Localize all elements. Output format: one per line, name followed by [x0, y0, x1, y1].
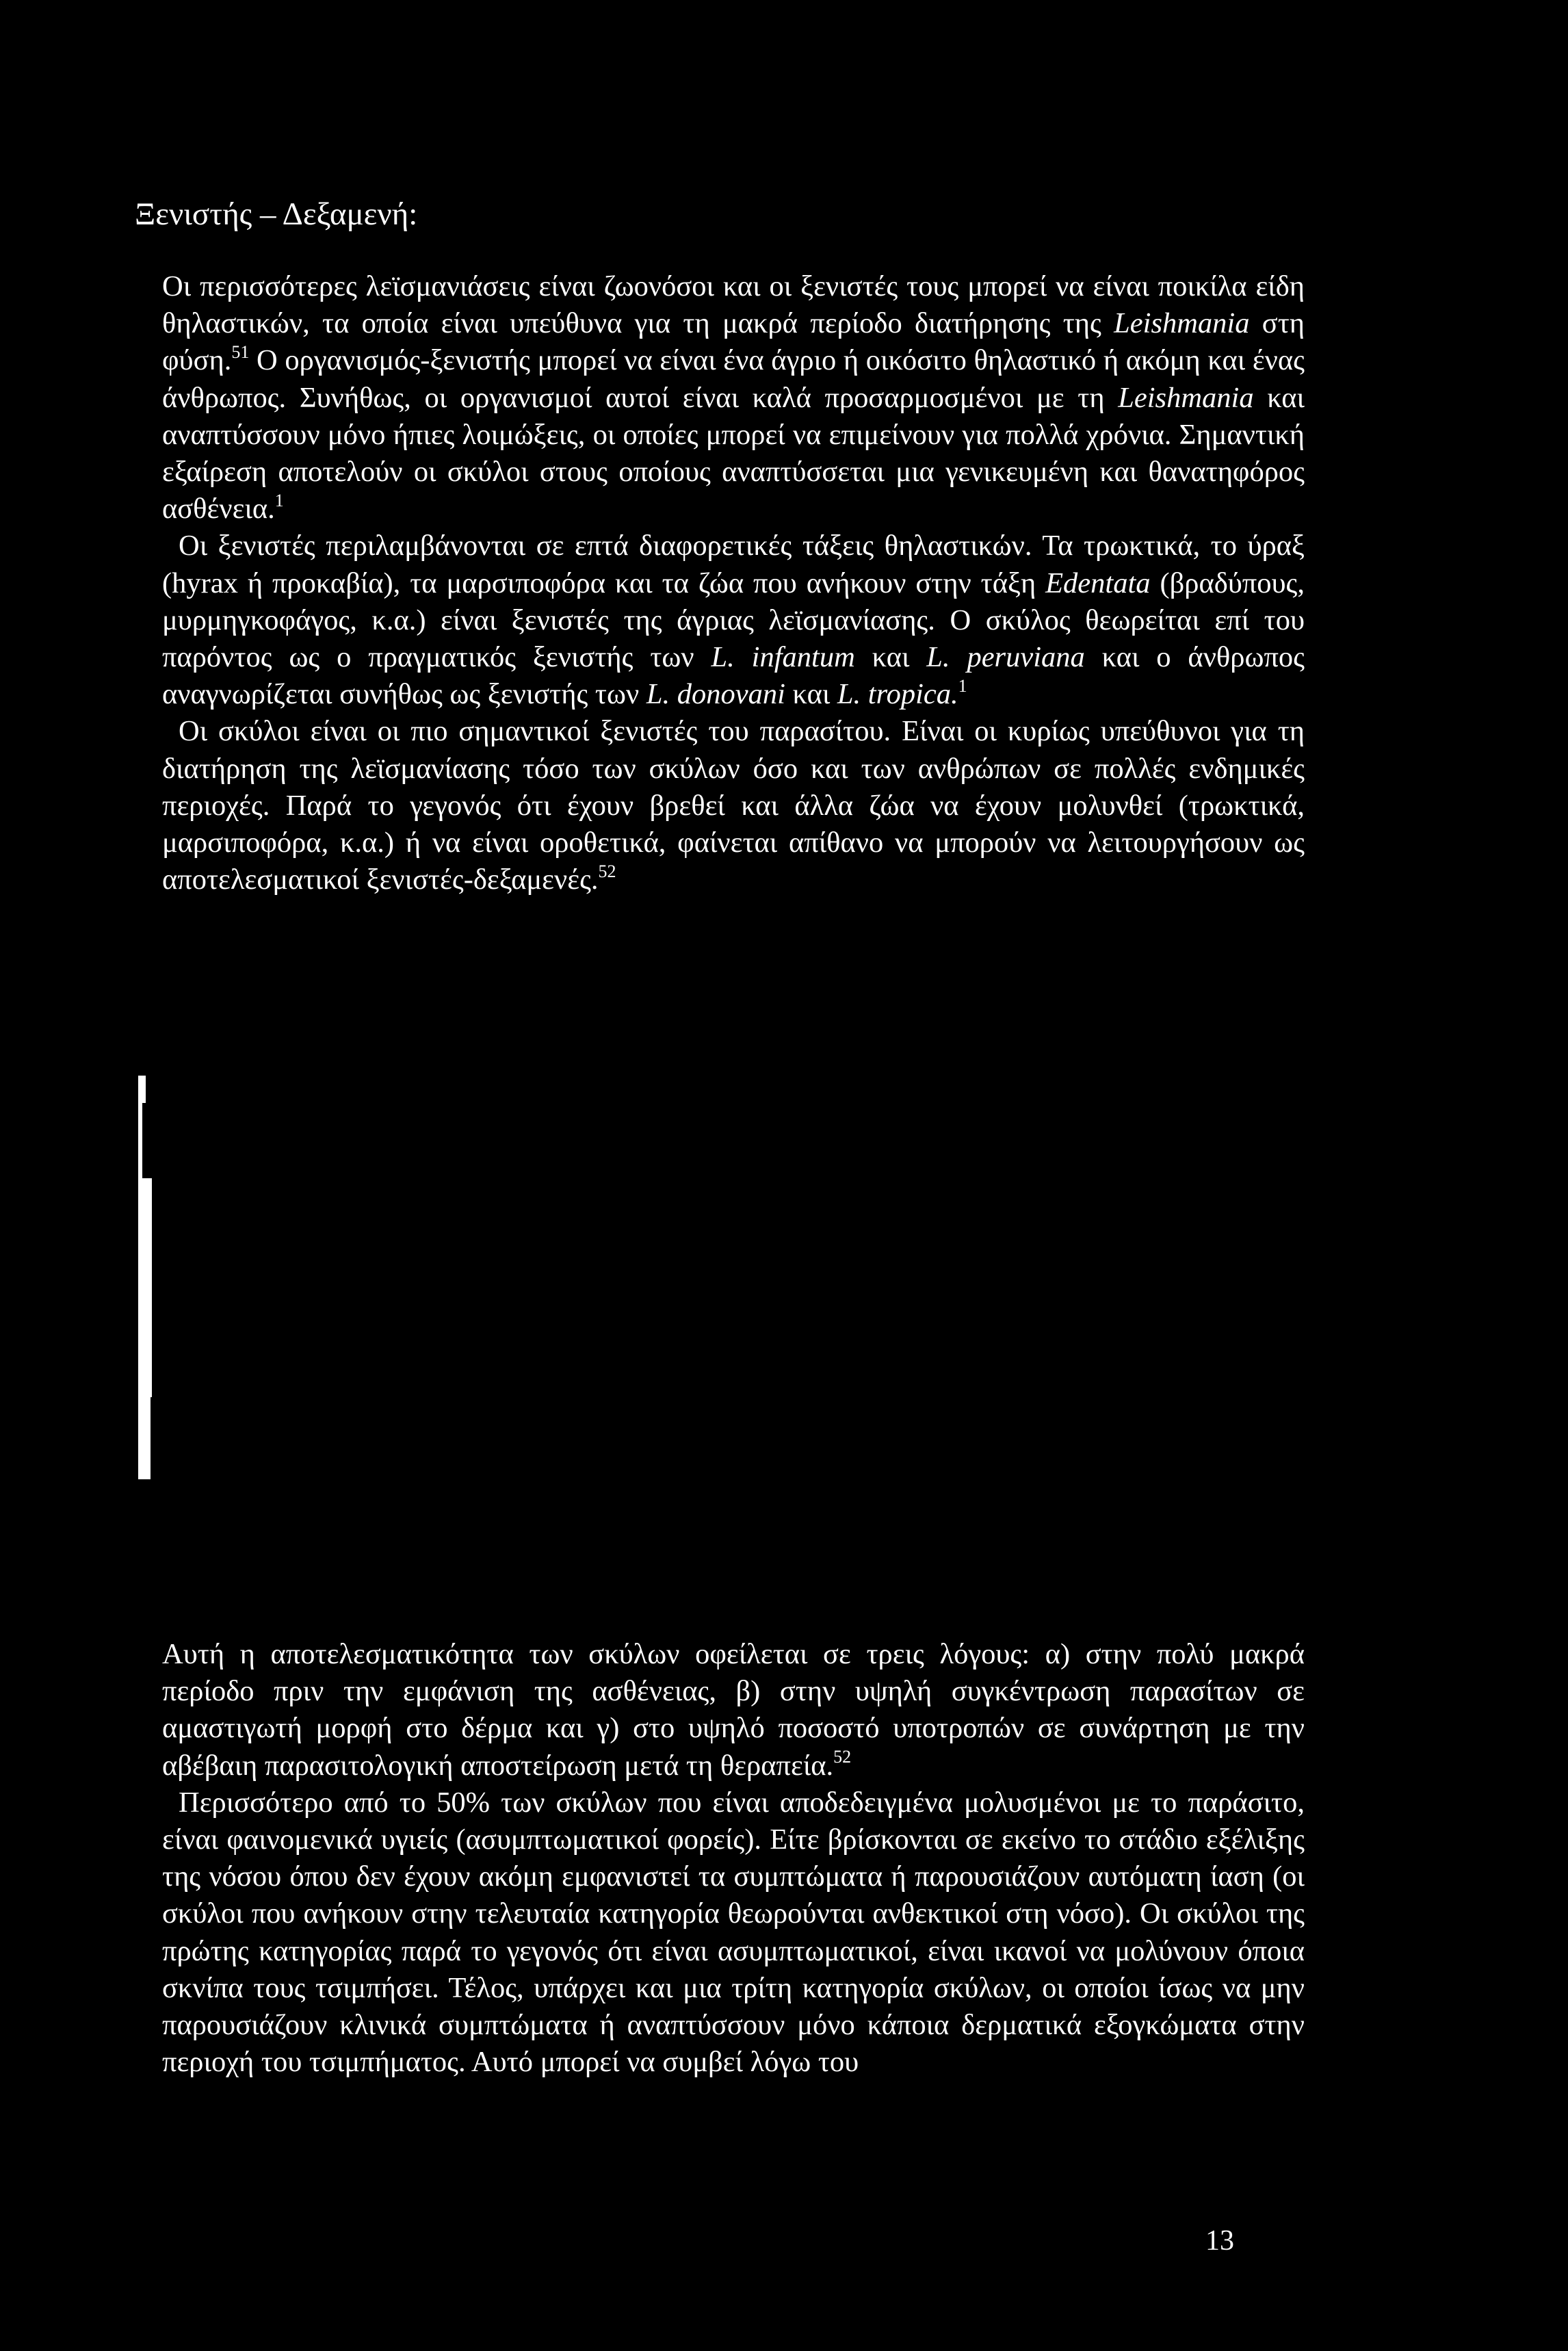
italic-term: L. peruviana: [926, 641, 1085, 674]
italic-term: Edentata: [1045, 567, 1151, 599]
section-heading: Ξενιστής – Δεξαμενή:: [135, 196, 418, 232]
paragraph: [162, 713, 1305, 898]
text-block-top: [162, 268, 1305, 898]
italic-term: Leishmania: [1118, 381, 1254, 414]
paragraph: [162, 1784, 1305, 2081]
footnote-reference: 1: [274, 491, 284, 511]
text-run: Ο οργανισμός-ξενιστής μπορεί να είναι ένα άγριο ή οικόσιτο θηλαστικό ή ακόμη και ένας άνθρωπος. Συνήθως, οι οργανισμοί αυτοί είναι καλά προσαρμοσμένοι με τη: [162, 344, 1305, 414]
italic-term: L. donovani: [646, 678, 785, 711]
scan-artifact-mark: [138, 1076, 155, 1479]
text-run: και ο άνθρωπος αναγνωρίζεται συνήθως ως ξενιστής των: [162, 641, 1305, 711]
paragraph: [162, 1636, 1305, 1784]
text-run: (βραδύπους, μυρμηγκοφάγος, κ.α.) είναι ξενιστές της άγριας λεϊσμανίασης. Ο σκύλος θεωρείται επί του παρόντος ως ο πραγματικός ξενιστής των: [162, 567, 1305, 674]
text-run: Οι περισσότερες λεϊσμανιάσεις είναι ζωονόσοι και οι ξενιστές τους μπορεί να είναι ποικίλα είδη θηλαστικών, τα οποία είναι υπεύθυνα για τη μακρά περίοδο διατήρησης της: [162, 270, 1305, 340]
footnote-reference: 52: [598, 861, 616, 882]
footnote-reference: 51: [231, 342, 250, 363]
text-block-bottom: [162, 1636, 1305, 2081]
text-run: και: [854, 641, 927, 674]
footnote-reference: 1: [958, 676, 967, 697]
paragraph: [162, 528, 1305, 713]
italic-term: Leishmania: [1114, 307, 1250, 340]
italic-term: L. infantum: [711, 641, 855, 674]
text-run: Αυτή η αποτελεσματικότητα των σκύλων οφείλεται σε τρεις λόγους: α) στην πολύ μακρά περίοδο πριν την εμφάνιση της ασθένειας, β) στην υψηλή συγκέντρωση παρασίτων σε αμαστιγωτή μορφή στο δέρμα και γ) στο υψηλό ποσοστό υποτροπών σε συνάρτηση με την αβέβαιη παρασιτολογική αποστείρωση μετά τη θεραπεία.: [162, 1638, 1305, 1782]
text-run: Οι ξενιστές περιλαμβάνονται σε επτά διαφορετικές τάξεις θηλαστικών. Τα τρωκτικά, το ύραξ (hyrax ή προκαβία), τα μαρσιποφόρα και τα ζώα που ανήκουν στην τάξη: [162, 530, 1305, 599]
text-run: και αναπτύσσουν μόνο ήπιες λοιμώξεις, οι οποίες μπορεί να επιμείνουν για πολλά χρόνια. Σημαντική εξαίρεση αποτελούν οι σκύλοι στους οποίους αναπτύσσεται μια γενικευμένη και θανατηφόρος ασθένεια.: [162, 381, 1305, 525]
footnote-reference: 52: [833, 1747, 852, 1767]
text-run: στη φύση.: [162, 307, 1305, 377]
text-run: Περισσότερο από το 50% των σκύλων που είναι αποδεδειγμένα μολυσμένοι με το παράσιτο, είναι φαινομενικά υγιείς (ασυμπτωματικοί φορείς). Είτε βρίσκονται σε εκείνο το στάδιο εξέλιξης της νόσου όπου δεν έχουν ακόμη εμφανιστεί τα συμπτώματα ή παρουσιάζουν αυτόματη ίαση (οι σκύλοι που ανήκουν στην τελευταία κατηγορία θεωρούνται ανθεκτικοί στη νόσο). Οι σκύλοι της πρώτης κατηγορίας παρά το γεγονός ότι είναι ασυμπτωματικοί, είναι ικανοί να μολύνουν όποια σκνίπα τους τσιμπήσει. Τέλος, υπάρχει και μια τρίτη κατηγορία σκύλων, οι οποίοι ίσως να μην παρουσιάζουν κλινικά συμπτώματα ή αναπτύσσουν μόνο κάποια δερματικά εξογκώματα στην περιοχή του τσιμπήματος. Αυτό μπορεί να συμβεί λόγω του: [162, 1786, 1305, 2079]
text-run: και: [785, 678, 837, 711]
page-number: 13: [1205, 2225, 1234, 2257]
paragraph: [162, 268, 1305, 528]
italic-term: L. tropica.: [837, 678, 958, 711]
text-run: Οι σκύλοι είναι οι πιο σημαντικοί ξενιστές του παρασίτου. Είναι οι κυρίως υπεύθυνοι για τη διατήρηση της λεϊσμανίασης τόσο των σκύλων όσο και των ανθρώπων σε πολλές ενδημικές περιοχές. Παρά το γεγονός ότι έχουν βρεθεί και άλλα ζώα να έχουν μολυνθεί (τρωκτικά, μαρσιποφόρα, κ.α.) ή να είναι οροθετικά, φαίνεται απίθανο να μπορούν να λειτουργήσουν ως αποτελεσματικοί ξενιστές-δεξαμενές.: [162, 715, 1305, 896]
